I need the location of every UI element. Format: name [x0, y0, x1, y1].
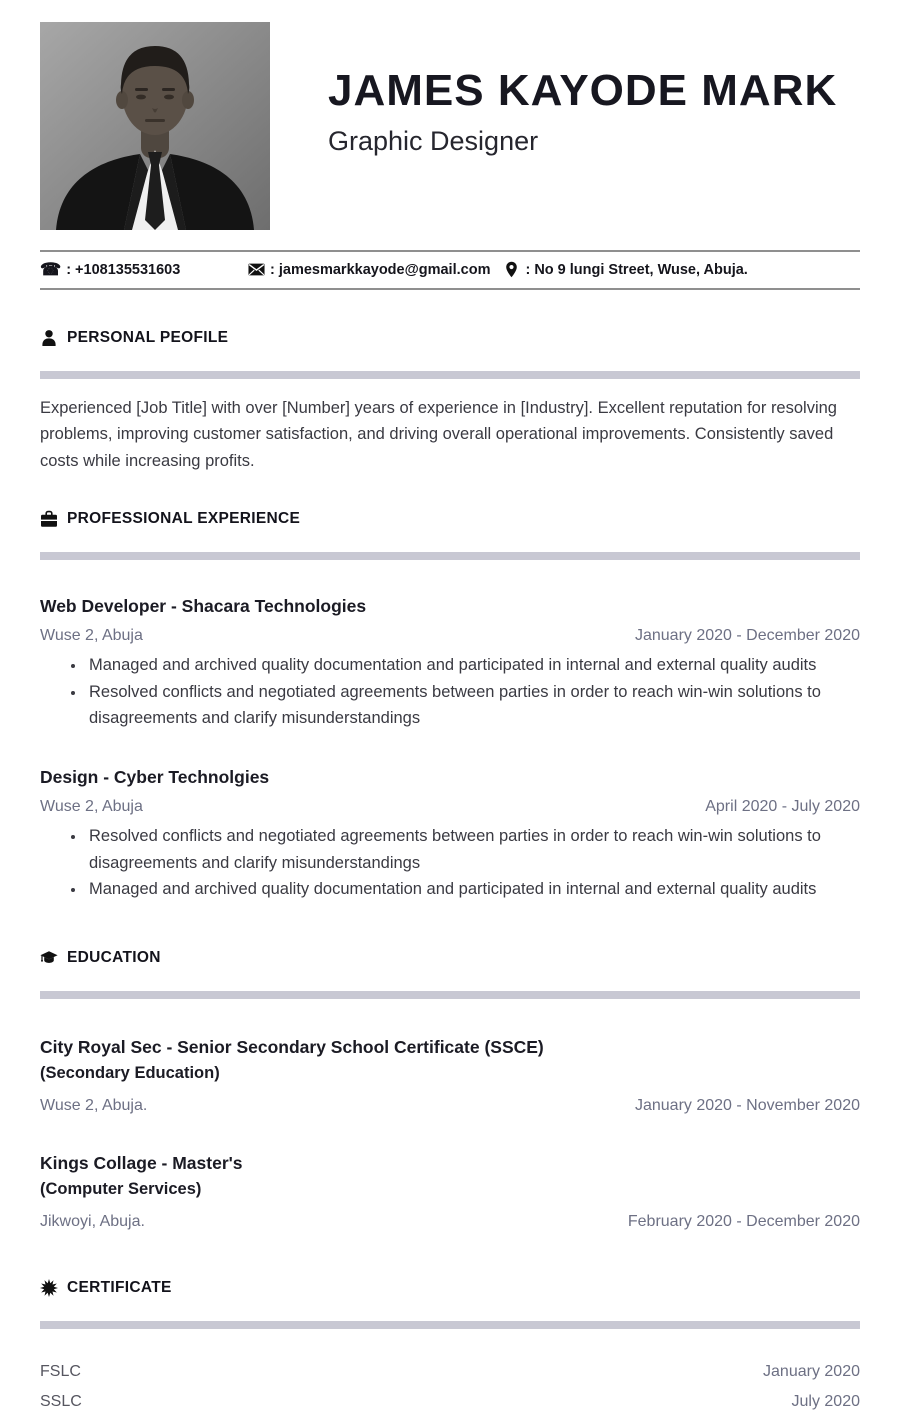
certificate-name: FSLC: [40, 1362, 81, 1380]
contact-address: [503, 261, 747, 278]
phone-icon: ☎: [40, 260, 62, 279]
portrait-photo: [40, 22, 270, 230]
section-divider: [40, 371, 860, 379]
person-job-title: Graphic Designer: [328, 126, 539, 157]
school-meta: [40, 1097, 860, 1115]
education-entry: [40, 1037, 860, 1115]
section-heading-experience: [40, 510, 860, 528]
seal-star-icon: [40, 1279, 58, 1297]
contact-bar: [40, 250, 860, 290]
briefcase-icon: [40, 510, 58, 528]
experience-entry: [40, 596, 860, 731]
job-bullet: • Managed and archived quality documentation and participated in internal and external quality audits: [86, 652, 860, 678]
header: [0, 0, 900, 230]
job-location: Wuse 2, Abuja: [40, 627, 143, 645]
job-dates: January 2020 - December 2020: [634, 627, 860, 645]
certificate-date: July 2020: [791, 1392, 860, 1410]
school-subtitle: (Computer Services): [40, 1179, 202, 1198]
school-meta: [40, 1213, 860, 1231]
certificate-row: [40, 1363, 860, 1381]
job-bullet: • Managed and archived quality documentation and participated in internal and external quality audits: [86, 876, 860, 902]
contact-email: [248, 261, 490, 278]
job-title: Web Developer - Shacara Technologies: [40, 596, 367, 617]
section-heading-education: [40, 949, 860, 967]
contact-email-text: : jamesmarkkayode@gmail.com: [270, 261, 491, 278]
school-location: Wuse 2, Abuja.: [40, 1096, 148, 1114]
person-name: JAMES KAYODE MARK: [328, 66, 838, 115]
section-divider: [40, 991, 860, 999]
school-title: City Royal Sec - Senior Secondary School Certificate (SSCE): [40, 1036, 544, 1057]
contact-phone-text: : +108135531603: [66, 261, 181, 278]
graduation-cap-icon: [40, 949, 58, 967]
contact-phone: [40, 261, 248, 278]
job-bullet: • Resolved conflicts and negotiated agreements between parties in order to reach win-win solutions to disagreements and clarify misunderstandings: [86, 679, 860, 732]
school-dates: January 2020 - November 2020: [634, 1096, 860, 1114]
section-title: PERSONAL PEOFILE: [67, 329, 229, 346]
certificate-name: SSLC: [40, 1392, 82, 1410]
school-title: Kings Collage - Master's: [40, 1152, 243, 1173]
job-meta: [40, 627, 860, 645]
section-title: EDUCATION: [67, 948, 161, 966]
header-text: [328, 22, 837, 230]
person-icon: [40, 329, 58, 347]
job-title: Design - Cyber Technolgies: [40, 767, 270, 788]
certificate-list: [40, 1363, 860, 1411]
certificate-row: [40, 1393, 860, 1411]
section-heading-certificate: [40, 1279, 860, 1297]
section-divider: [40, 1321, 860, 1329]
job-bullet-list: [40, 823, 860, 902]
section-title: PROFESSIONAL EXPERIENCE: [67, 510, 301, 528]
school-dates: February 2020 - December 2020: [627, 1212, 860, 1230]
job-meta: [40, 798, 860, 816]
job-dates: April 2020 - July 2020: [705, 798, 860, 816]
location-pin-icon: [503, 261, 520, 278]
education-entry: [40, 1153, 860, 1231]
section-title: CERTIFICATE: [67, 1278, 172, 1296]
school-location: Jikwoyi, Abuja.: [40, 1212, 145, 1230]
job-bullet-list: [40, 652, 860, 731]
section-heading-personal-profile: [40, 329, 860, 347]
experience-entry: [40, 767, 860, 902]
section-divider: [40, 552, 860, 560]
envelope-icon: [248, 261, 265, 278]
job-location: Wuse 2, Abuja: [40, 798, 143, 816]
profile-summary: Experienced [Job Title] with over [Number] years of experience in [Industry]. Excellent reputation for resolving problems, improving customer satisfaction, and driving overall operational improvements. Consistently saved costs while increasing profits.: [40, 399, 837, 470]
resume-body: [0, 329, 900, 1411]
job-bullet: • Resolved conflicts and negotiated agreements between parties in order to reach win-win solutions to disagreements and clarify misunderstandings: [86, 823, 860, 876]
certificate-date: January 2020: [763, 1362, 860, 1380]
contact-address-text: : No 9 lungi Street, Wuse, Abuja.: [525, 261, 748, 278]
school-subtitle: (Secondary Education): [40, 1063, 220, 1082]
